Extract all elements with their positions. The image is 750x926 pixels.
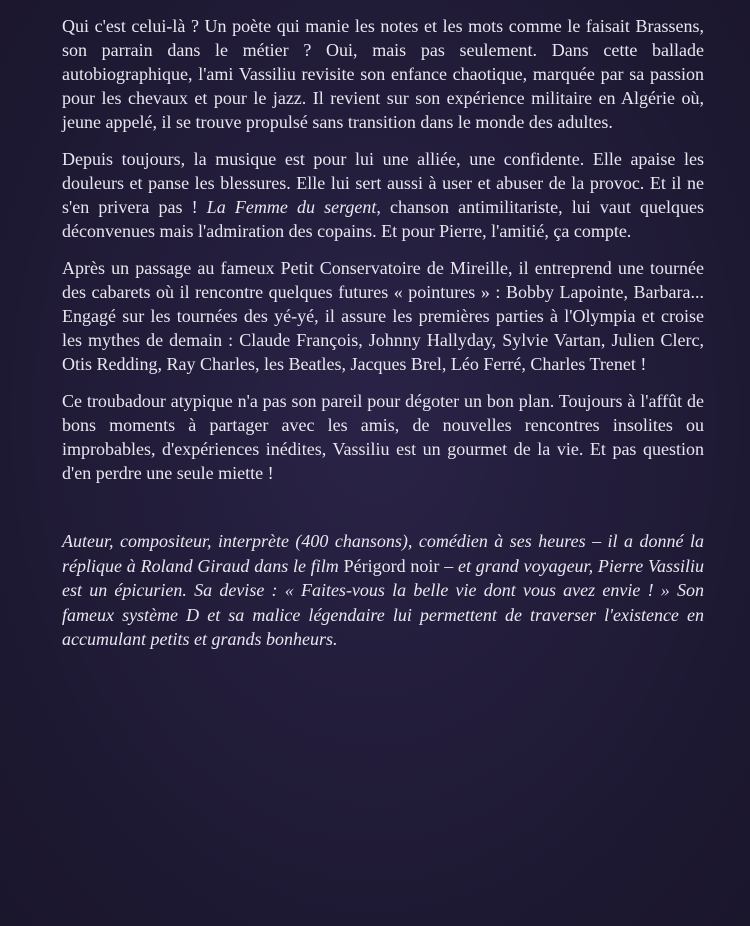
author-bio [62, 529, 704, 652]
bio-part-1: Auteur, compositeur, interprète (400 chansons), comédien à ses heures – il a donné la réplique à Roland Giraud dans le film [62, 531, 704, 576]
synopsis [62, 14, 704, 485]
paragraph-1: Qui c'est celui-là ? Un poète qui manie les notes et les mots comme le faisait Brassens, son parrain dans le métier ? Oui, mais pas seulement. Dans cette ballade autobiographique, l'ami Vassiliu revisite son enfance chaotique, marquée par sa passion pour les chevaux et pour le jazz. Il revient sur son expérience militaire en Algérie où, jeune appelé, il se trouve propulsé sans transition dans le monde des adultes. [62, 16, 704, 132]
paragraph-4: Ce troubadour atypique n'a pas son pareil pour dégoter un bon plan. Toujours à l'affût de bons moments à partager avec les amis, de nouvelles rencontres insolites ou improbables, d'expériences inédites, Vassiliu est un gourmet de la vie. Et pas question d'en perdre une seule miette ! [62, 391, 704, 483]
paragraph-3: Après un passage au fameux Petit Conservatoire de Mireille, il entreprend une tournée des cabarets où il rencontre quelques futures « pointures » : Bobby Lapointe, Barbara... Engagé sur les tournées des yé-yé, il assure les premières parties à l'Olympia et croise les mythes de demain : Claude François, Johnny Hallyday, Sylvie Vartan, Julien Clerc, Otis Redding, Ray Charles, les Beatles, Jacques Brel, Léo Ferré, Charles Trenet ! [62, 258, 704, 374]
paragraph-2-part-1: Depuis toujours, la musique est pour lui une alliée, une confidente. Elle apaise les douleurs et panse les blessures. Elle lui sert aussi à user et abuser de la provoc. Et il ne s'en privera pas ! [62, 149, 704, 217]
bio-part-2: – et grand voyageur, Pierre Vassiliu est un épicurien. Sa devise : « Faites-vous la belle vie dont vous avez envie ! » Son fameux système D et sa malice légendaire lui permettent de traverser l'existence en accumulant petits et grands bonheurs. [62, 555, 705, 649]
film-title: Périgord noir [343, 555, 440, 576]
song-title: La Femme du sergent [206, 197, 377, 217]
paragraph-2 [62, 147, 704, 243]
paragraph-2-part-2: , chanson antimilitariste, lui vaut quelques déconvenues mais l'admiration des copains. Et pour Pierre, l'amitié, ça compte. [62, 197, 705, 241]
